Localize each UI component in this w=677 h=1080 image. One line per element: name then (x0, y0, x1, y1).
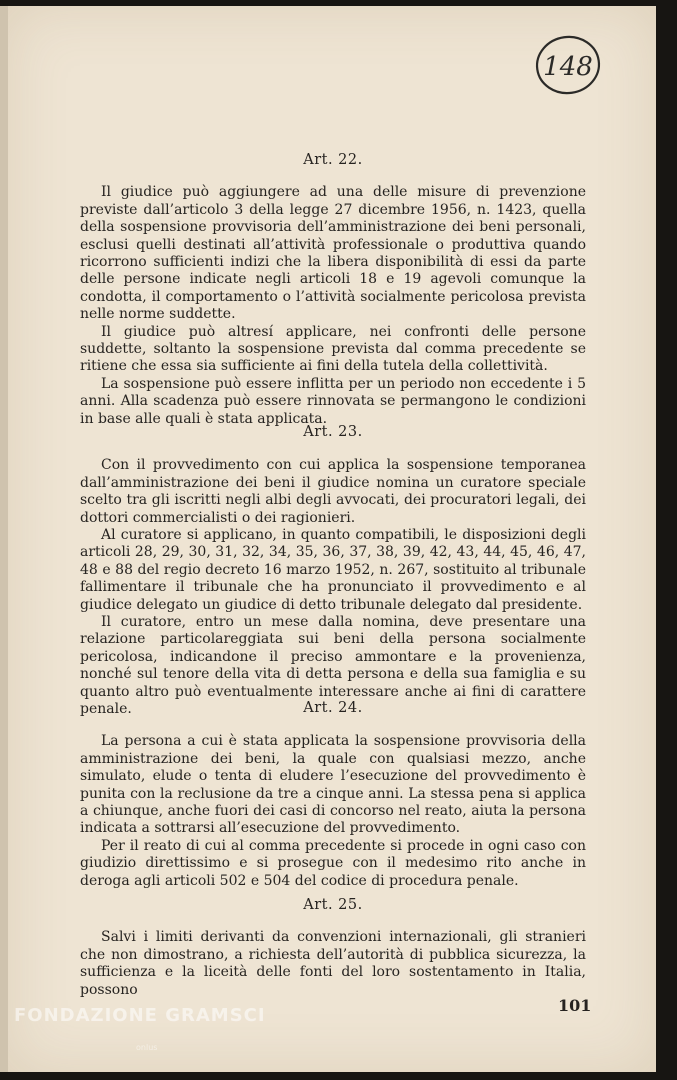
article-paragraph: Al curatore si applicano, in quanto compatibili, le disposizioni degli articoli 28, 29, 30, 31, 32, 34, 35, 36, 37, 38, 39, 42, 43, 44, 45, 46, 47, 48 e 88 del regio decreto 16 marzo 1952, n. 267, sostituito al tribunale fallimentare il tribunale che ha pronunciato il provvedimento e al giudice delegato un giudice di detto tribunale delegato dal presidente. (80, 527, 586, 613)
article-paragraph: La persona a cui è stata applicata la sospensione provvisoria della amministrazione dei beni, la quale con qualsiasi mezzo, anche simulato, elude o tenta di eludere l’esecuzione del provvedimento è punita con la reclusione da tre a cinque anni. La stessa pena si applica a chiunque, anche fuori dei casi di concorso nel reato, aiuta la persona indicata a sottrarsi all’esecuzione del provvedimento. (80, 733, 586, 837)
article-22 (80, 152, 586, 428)
article-paragraph: Con il provvedimento con cui applica la sospensione temporanea dall’amministrazione dei beni il giudice nomina un curatore speciale scelto tra gli iscritti negli albi degli avvocati, dei procuratori legali, dei dottori commercialisti o dei ragionieri. (80, 457, 586, 526)
article-25 (80, 897, 586, 999)
article-heading: Art. 24. (303, 700, 363, 716)
article-paragraph: Il curatore, entro un mese dalla nomina, deve presentare una relazione particolareggiata sui beni della persona socialmente pericolosa, indicandone il preciso ammontare e la provenienza, nonché sul tenore della vita di detta persona e della sua famiglia e su quanto altro può eventualmente interessare anche ai fini di carattere penale. (80, 614, 586, 718)
article-heading: Art. 25. (303, 897, 363, 913)
article-paragraph: Il giudice può altresí applicare, nei confronti delle persone suddette, soltanto la sospensione prevista dal comma precedente se ritiene che essa sia sufficiente ai fini della tutela della collettività. (80, 323, 586, 375)
watermark-subtitle: onlus (136, 1043, 158, 1052)
archive-stamp (533, 30, 603, 100)
watermark-logo: FONDAZIONE GRAMSCI (14, 1005, 266, 1026)
article-23 (80, 424, 586, 719)
article-paragraph: Il giudice può aggiungere ad una delle misure di prevenzione previste dall’articolo 3 della legge 27 dicembre 1956, n. 1423, quella della sospensione provvisoria dell’amministrazione dei beni personali, esclusi quelli destinati all’attività professionale o produttiva quando ricorrono sufficienti indizi che la libera disponibilità di essi da parte delle persone indicate negli articoli 18 e 19 agevoli comunque la condotta, il comportamento o l’attività socialmente pericolosa prevista nelle norme suddette. (80, 184, 586, 323)
stamp-number: 148 (543, 52, 593, 82)
article-paragraph: La sospensione può essere inflitta per un periodo non eccedente i 5 anni. Alla scadenza può essere rinnovata se permangono le condizioni in base alle quali è stata applicata. (80, 375, 586, 427)
article-paragraph: Salvi i limiti derivanti da convenzioni internazionali, gli stranieri che non dimostrano, a richiesta dell’autorità di pubblica sicurezza, la sufficienza e la liceità delle fonti del loro sostentamento in Italia, possono (80, 929, 586, 998)
article-heading: Art. 22. (303, 152, 363, 168)
page-number: 101 (558, 996, 592, 1015)
article-heading: Art. 23. (303, 424, 363, 440)
article-24 (80, 700, 586, 890)
article-paragraph: Per il reato di cui al comma precedente si procede in ogni caso con giudizio direttissimo e si prosegue con il medesimo rito anche in deroga agli articoli 502 e 504 del codice di procedura penale. (80, 837, 586, 889)
